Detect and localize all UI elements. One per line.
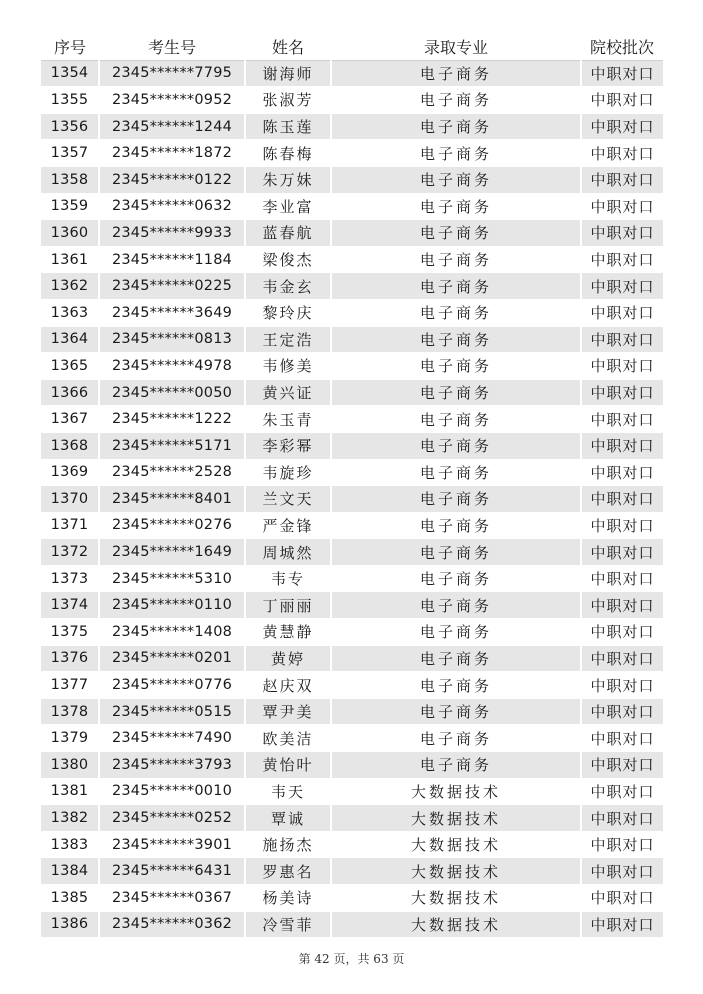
cell-batch: 中职对口 (581, 885, 663, 912)
cell-serial: 1384 (41, 858, 99, 885)
cell-name: 梁俊杰 (245, 246, 331, 273)
cell-serial: 1359 (41, 193, 99, 220)
cell-name: 陈玉莲 (245, 113, 331, 140)
cell-serial: 1356 (41, 113, 99, 140)
cell-serial: 1375 (41, 619, 99, 646)
cell-candidate-id: 2345******4978 (99, 353, 245, 380)
cell-batch: 中职对口 (581, 193, 663, 220)
cell-name: 黄婷 (245, 645, 331, 672)
cell-serial: 1379 (41, 725, 99, 752)
cell-major: 电子商务 (331, 220, 581, 247)
table-row (41, 672, 663, 699)
cell-serial: 1354 (41, 60, 99, 87)
cell-serial: 1374 (41, 592, 99, 619)
table-row (41, 193, 663, 220)
cell-name: 赵庆双 (245, 672, 331, 699)
table-row (41, 459, 663, 486)
cell-batch: 中职对口 (581, 486, 663, 513)
table-row (41, 87, 663, 114)
table-body (41, 60, 663, 938)
cell-candidate-id: 2345******1184 (99, 246, 245, 273)
cell-candidate-id: 2345******1649 (99, 539, 245, 566)
cell-serial: 1381 (41, 778, 99, 805)
table-row (41, 725, 663, 752)
cell-candidate-id: 2345******9933 (99, 220, 245, 247)
cell-batch: 中职对口 (581, 805, 663, 832)
cell-name: 覃诚 (245, 805, 331, 832)
cell-major: 大数据技术 (331, 858, 581, 885)
cell-name: 蓝春航 (245, 220, 331, 247)
cell-batch: 中职对口 (581, 87, 663, 114)
table-row (41, 778, 663, 805)
cell-candidate-id: 2345******2528 (99, 459, 245, 486)
table-row (41, 805, 663, 832)
cell-candidate-id: 2345******1222 (99, 406, 245, 433)
cell-serial: 1355 (41, 87, 99, 114)
table-row (41, 140, 663, 167)
cell-name: 周城然 (245, 539, 331, 566)
table-row (41, 299, 663, 326)
cell-major: 电子商务 (331, 406, 581, 433)
cell-candidate-id: 2345******3649 (99, 299, 245, 326)
cell-batch: 中职对口 (581, 592, 663, 619)
cell-name: 丁丽丽 (245, 592, 331, 619)
cell-batch: 中职对口 (581, 752, 663, 779)
cell-serial: 1360 (41, 220, 99, 247)
cell-name: 王定浩 (245, 326, 331, 353)
cell-candidate-id: 2345******0813 (99, 326, 245, 353)
cell-name: 李彩幂 (245, 432, 331, 459)
cell-batch: 中职对口 (581, 299, 663, 326)
cell-serial: 1358 (41, 166, 99, 193)
cell-candidate-id: 2345******0367 (99, 885, 245, 912)
cell-name: 朱玉青 (245, 406, 331, 433)
table-row (41, 831, 663, 858)
cell-major: 电子商务 (331, 432, 581, 459)
cell-major: 电子商务 (331, 619, 581, 646)
table-row (41, 220, 663, 247)
cell-batch: 中职对口 (581, 831, 663, 858)
table-row (41, 512, 663, 539)
cell-major: 电子商务 (331, 60, 581, 87)
cell-name: 欧美洁 (245, 725, 331, 752)
cell-serial: 1369 (41, 459, 99, 486)
cell-serial: 1383 (41, 831, 99, 858)
cell-batch: 中职对口 (581, 140, 663, 167)
cell-name: 罗惠名 (245, 858, 331, 885)
cell-batch: 中职对口 (581, 432, 663, 459)
cell-candidate-id: 2345******0225 (99, 273, 245, 300)
header-name: 姓名 (245, 34, 331, 60)
cell-name: 黄怡叶 (245, 752, 331, 779)
cell-name: 谢海师 (245, 60, 331, 87)
watermark (420, 922, 670, 952)
table-row (41, 326, 663, 353)
header-candidate-id: 考生号 (99, 34, 245, 60)
cell-batch: 中职对口 (581, 858, 663, 885)
cell-batch: 中职对口 (581, 539, 663, 566)
cell-candidate-id: 2345******7795 (99, 60, 245, 87)
cell-batch: 中职对口 (581, 379, 663, 406)
cell-serial: 1364 (41, 326, 99, 353)
table-row (41, 592, 663, 619)
cell-serial: 1380 (41, 752, 99, 779)
cell-name: 陈春梅 (245, 140, 331, 167)
cell-batch: 中职对口 (581, 406, 663, 433)
cell-candidate-id: 2345******0632 (99, 193, 245, 220)
table-row (41, 752, 663, 779)
cell-serial: 1378 (41, 698, 99, 725)
cell-serial: 1361 (41, 246, 99, 273)
cell-major: 电子商务 (331, 140, 581, 167)
page-footer: 第 42 页，共 63 页 (298, 952, 405, 966)
cell-candidate-id: 2345******0010 (99, 778, 245, 805)
header-serial: 序号 (41, 34, 99, 60)
cell-major: 电子商务 (331, 193, 581, 220)
admission-table (41, 34, 663, 938)
cell-major: 电子商务 (331, 353, 581, 380)
cell-candidate-id: 2345******8401 (99, 486, 245, 513)
cell-candidate-id: 2345******1872 (99, 140, 245, 167)
table-row (41, 353, 663, 380)
cell-candidate-id: 2345******1244 (99, 113, 245, 140)
cell-candidate-id: 2345******1408 (99, 619, 245, 646)
cell-major: 电子商务 (331, 246, 581, 273)
cell-major: 电子商务 (331, 752, 581, 779)
table-row (41, 246, 663, 273)
cell-serial: 1373 (41, 565, 99, 592)
cell-batch: 中职对口 (581, 698, 663, 725)
cell-serial: 1365 (41, 353, 99, 380)
cell-serial: 1377 (41, 672, 99, 699)
header-batch: 院校批次 (581, 34, 663, 60)
cell-candidate-id: 2345******5310 (99, 565, 245, 592)
cell-major: 电子商务 (331, 512, 581, 539)
cell-batch: 中职对口 (581, 911, 663, 938)
cell-name: 黎玲庆 (245, 299, 331, 326)
cell-serial: 1370 (41, 486, 99, 513)
cell-major: 电子商务 (331, 379, 581, 406)
cell-major: 电子商务 (331, 565, 581, 592)
cell-candidate-id: 2345******7490 (99, 725, 245, 752)
cell-major: 电子商务 (331, 725, 581, 752)
table-row (41, 885, 663, 912)
cell-major: 大数据技术 (331, 885, 581, 912)
cell-batch: 中职对口 (581, 326, 663, 353)
cell-name: 韦旋珍 (245, 459, 331, 486)
cell-name: 严金锋 (245, 512, 331, 539)
cell-candidate-id: 2345******0110 (99, 592, 245, 619)
cell-name: 韦天 (245, 778, 331, 805)
cell-name: 韦专 (245, 565, 331, 592)
admission-list (41, 34, 663, 938)
cell-candidate-id: 2345******0776 (99, 672, 245, 699)
cell-major: 电子商务 (331, 87, 581, 114)
table-row (41, 60, 663, 87)
cell-batch: 中职对口 (581, 220, 663, 247)
cell-batch: 中职对口 (581, 725, 663, 752)
table-row (41, 539, 663, 566)
table-row (41, 113, 663, 140)
cell-batch: 中职对口 (581, 512, 663, 539)
cell-name: 兰文天 (245, 486, 331, 513)
cell-major: 电子商务 (331, 299, 581, 326)
cell-name: 黄兴证 (245, 379, 331, 406)
cell-serial: 1372 (41, 539, 99, 566)
cell-major: 大数据技术 (331, 911, 581, 938)
cell-serial: 1362 (41, 273, 99, 300)
cell-candidate-id: 2345******0952 (99, 87, 245, 114)
cell-name: 杨美诗 (245, 885, 331, 912)
cell-batch: 中职对口 (581, 113, 663, 140)
cell-serial: 1386 (41, 911, 99, 938)
table-row (41, 379, 663, 406)
cell-batch: 中职对口 (581, 459, 663, 486)
cell-candidate-id: 2345******0362 (99, 911, 245, 938)
table-row (41, 432, 663, 459)
cell-name: 张淑芳 (245, 87, 331, 114)
cell-serial: 1357 (41, 140, 99, 167)
cell-major: 电子商务 (331, 645, 581, 672)
header-major: 录取专业 (331, 34, 581, 60)
cell-batch: 中职对口 (581, 565, 663, 592)
cell-major: 电子商务 (331, 539, 581, 566)
cell-batch: 中职对口 (581, 672, 663, 699)
cell-candidate-id: 2345******0252 (99, 805, 245, 832)
table-row (41, 858, 663, 885)
cell-major: 大数据技术 (331, 778, 581, 805)
cell-batch: 中职对口 (581, 246, 663, 273)
cell-major: 电子商务 (331, 273, 581, 300)
cell-name: 冷雪菲 (245, 911, 331, 938)
table-row (41, 486, 663, 513)
table-row (41, 273, 663, 300)
cell-candidate-id: 2345******0050 (99, 379, 245, 406)
cell-serial: 1376 (41, 645, 99, 672)
cell-serial: 1371 (41, 512, 99, 539)
cell-candidate-id: 2345******0201 (99, 645, 245, 672)
table-row (41, 406, 663, 433)
cell-candidate-id: 2345******3901 (99, 831, 245, 858)
cell-serial: 1385 (41, 885, 99, 912)
cell-candidate-id: 2345******0122 (99, 166, 245, 193)
cell-candidate-id: 2345******5171 (99, 432, 245, 459)
cell-candidate-id: 2345******0515 (99, 698, 245, 725)
table-row (41, 619, 663, 646)
cell-batch: 中职对口 (581, 60, 663, 87)
cell-major: 大数据技术 (331, 805, 581, 832)
cell-name: 黄慧静 (245, 619, 331, 646)
cell-serial: 1363 (41, 299, 99, 326)
cell-major: 电子商务 (331, 459, 581, 486)
cell-batch: 中职对口 (581, 166, 663, 193)
cell-major: 电子商务 (331, 592, 581, 619)
cell-batch: 中职对口 (581, 619, 663, 646)
cell-major: 电子商务 (331, 672, 581, 699)
cell-serial: 1366 (41, 379, 99, 406)
cell-serial: 1368 (41, 432, 99, 459)
cell-batch: 中职对口 (581, 645, 663, 672)
cell-name: 施扬杰 (245, 831, 331, 858)
cell-batch: 中职对口 (581, 778, 663, 805)
cell-candidate-id: 2345******3793 (99, 752, 245, 779)
cell-major: 电子商务 (331, 486, 581, 513)
cell-candidate-id: 2345******6431 (99, 858, 245, 885)
cell-major: 大数据技术 (331, 831, 581, 858)
cell-serial: 1382 (41, 805, 99, 832)
table-row (41, 645, 663, 672)
cell-name: 覃尹美 (245, 698, 331, 725)
cell-major: 电子商务 (331, 166, 581, 193)
cell-candidate-id: 2345******0276 (99, 512, 245, 539)
table-row (41, 698, 663, 725)
table-row (41, 166, 663, 193)
cell-name: 李业富 (245, 193, 331, 220)
cell-name: 韦金玄 (245, 273, 331, 300)
table-header-row (41, 34, 663, 60)
cell-batch: 中职对口 (581, 273, 663, 300)
cell-major: 电子商务 (331, 113, 581, 140)
cell-major: 电子商务 (331, 698, 581, 725)
cell-serial: 1367 (41, 406, 99, 433)
cell-name: 韦修美 (245, 353, 331, 380)
cell-batch: 中职对口 (581, 353, 663, 380)
table-row (41, 565, 663, 592)
cell-name: 朱万妹 (245, 166, 331, 193)
cell-major: 电子商务 (331, 326, 581, 353)
